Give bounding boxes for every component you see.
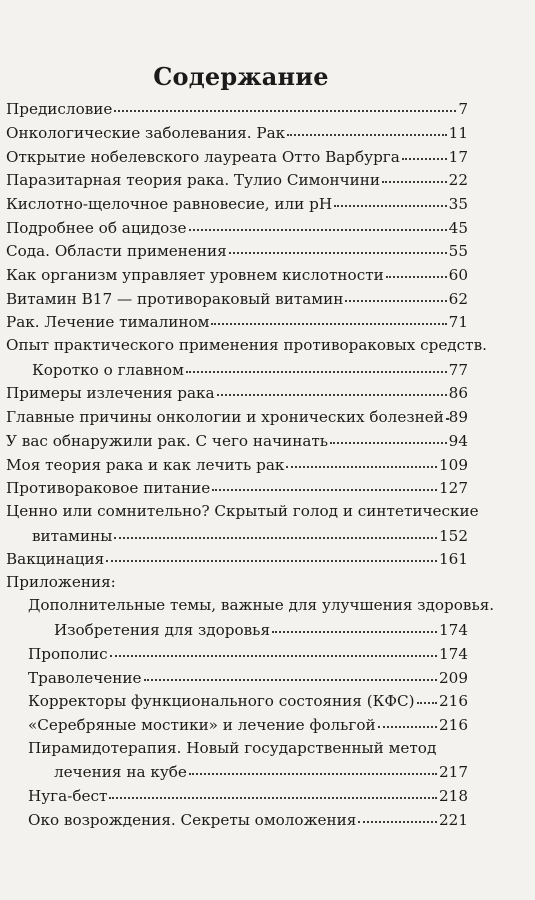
toc-page-number: 7	[458, 100, 468, 119]
toc-entry	[6, 287, 468, 311]
toc-page-number: 71	[448, 313, 468, 332]
toc-leader-dots	[211, 308, 446, 325]
toc-page-number: 209	[439, 668, 468, 687]
toc-page-number: 109	[439, 455, 468, 474]
toc-entry	[6, 594, 495, 618]
toc-entry	[6, 215, 468, 239]
toc-entry-title: Ценно или сомнительно? Скрытый голод и синтетические	[6, 501, 479, 520]
toc-entry	[6, 547, 468, 571]
toc-leader-dots	[334, 190, 447, 207]
toc-entry	[6, 239, 468, 263]
toc-entry-title: Подробнее об ацидозе	[6, 218, 187, 237]
toc-entry	[6, 500, 479, 524]
toc-entry	[6, 144, 468, 168]
toc-entry-title: Онкологические заболевания. Рак	[6, 123, 286, 142]
toc-page-number: 174	[439, 645, 468, 663]
toc-entry-title: витамины	[32, 526, 113, 545]
toc-leader-dots	[109, 782, 437, 799]
toc-leader-dots	[229, 237, 447, 254]
toc-entry	[6, 689, 468, 713]
toc-leader-dots	[272, 616, 437, 633]
toc-leader-dots	[144, 664, 438, 681]
toc-leader-dots	[446, 403, 447, 420]
toc-entry-title: Рак. Лечение тималином	[6, 313, 210, 332]
toc-entry-title: Противораковое питание	[6, 479, 211, 498]
toc-leader-dots	[186, 356, 447, 373]
toc-entry-title: Предисловие	[6, 100, 113, 119]
toc-page-number: 161	[439, 550, 468, 569]
toc-entry-title: Сода. Области применения	[6, 242, 227, 261]
toc-page-number: 174	[439, 621, 468, 640]
toc-page-number: 62	[448, 289, 468, 308]
toc-entry-title: Моя теория рака и как лечить рак	[6, 455, 285, 474]
toc-entry-title: Коротко о главном	[32, 360, 184, 379]
toc-page-number: 45	[448, 218, 468, 237]
toc-leader-dots	[417, 687, 437, 704]
toc-leader-dots	[402, 142, 447, 159]
toc-leader-dots	[386, 261, 447, 278]
toc-leader-dots	[287, 119, 447, 136]
toc-page-number: 35	[448, 194, 468, 213]
toc-leader-dots	[189, 213, 447, 230]
toc-leader-dots	[106, 545, 437, 562]
toc-entry-title: Примеры излечения рака	[6, 384, 215, 403]
toc-leader-dots	[110, 640, 437, 657]
toc-entry-title: Опыт практического применения противораковых средств.	[6, 335, 487, 354]
toc-leader-dots	[217, 379, 447, 396]
toc-page-number: 17	[448, 147, 468, 166]
toc-leader-dots	[114, 95, 456, 112]
toc-entry-title: Пирамидотерапия. Новый государственный метод	[28, 738, 437, 757]
toc-entry-title: лечения на кубе	[54, 763, 187, 782]
toc-page-number: 55	[448, 242, 468, 261]
book-page	[6, 0, 529, 900]
toc-entry	[6, 121, 468, 145]
toc-page-number: 216	[439, 692, 468, 711]
toc-entry-title: Дополнительные темы, важные для улучшения здоровья.	[28, 596, 495, 615]
toc-leader-dots	[345, 285, 446, 302]
toc-page-number: 218	[439, 787, 468, 806]
toc-leader-dots	[114, 521, 437, 538]
toc-entry-title: Прополис	[28, 645, 108, 663]
toc-entry-title: Главные причины онкологии и хронических болезней	[6, 408, 444, 427]
page-title: Содержание	[153, 62, 329, 91]
toc-entry	[6, 523, 468, 547]
toc-entry-title: Траволечение	[28, 668, 142, 687]
toc-page-number: 22	[448, 171, 468, 190]
toc-entry-title: Как организм управляет уровнем кислотности	[6, 266, 384, 284]
toc-page-number: 127	[439, 479, 468, 498]
toc-entry-title: Витамин B17 — противораковый витамин	[6, 289, 344, 308]
toc-entry-title: Паразитарная теория рака. Тулио Симончини	[6, 171, 381, 190]
toc-page-number: 11	[448, 123, 468, 142]
toc-leader-dots	[358, 806, 437, 823]
toc-page-number: 89	[448, 408, 468, 427]
toc-leader-dots	[330, 427, 447, 444]
toc-entry	[6, 808, 468, 832]
toc-entry	[6, 737, 468, 761]
toc-page-number: 86	[448, 384, 468, 403]
table-of-contents	[6, 97, 495, 831]
toc-entry	[6, 192, 468, 216]
toc-leader-dots	[378, 711, 437, 728]
toc-entry-title: «Серебряные мостики» и лечение фольгой	[28, 716, 376, 735]
toc-leader-dots	[286, 450, 437, 467]
toc-entry-title: Открытие нобелевского лауреата Отто Варбурга	[6, 147, 400, 166]
toc-entry	[6, 760, 468, 784]
toc-entry	[6, 358, 468, 382]
toc-entry-title: Око возрождения. Секреты омоложения	[28, 810, 357, 829]
toc-entry	[6, 713, 468, 737]
toc-entry	[6, 452, 468, 476]
toc-entry-title: Изобретения для здоровья	[54, 621, 271, 640]
toc-entry	[6, 571, 468, 595]
toc-entry-title: Вакцинация	[6, 550, 105, 569]
toc-entry-title: У вас обнаружили рак. С чего начинать	[6, 431, 329, 450]
toc-entry	[6, 168, 468, 192]
toc-entry	[6, 476, 468, 500]
toc-entry-title: Приложения:	[6, 572, 116, 591]
toc-page-number: 94	[448, 431, 468, 450]
toc-entry	[6, 405, 468, 429]
toc-page-number: 60	[448, 266, 468, 284]
toc-entry	[6, 642, 468, 666]
toc-entry-title: Корректоры функционального состояния (КФС)	[28, 692, 415, 711]
toc-entry	[6, 784, 468, 808]
toc-page-number: 217	[439, 763, 468, 782]
toc-entry	[6, 666, 468, 690]
toc-entry	[6, 263, 468, 287]
toc-page-number: 216	[439, 716, 468, 735]
toc-leader-dots	[189, 758, 437, 775]
toc-entry	[6, 310, 468, 334]
toc-entry	[6, 618, 468, 642]
toc-page-number: 152	[439, 526, 468, 545]
toc-leader-dots	[212, 474, 437, 491]
toc-entry	[6, 97, 468, 121]
toc-leader-dots	[382, 166, 447, 183]
toc-page-number: 221	[439, 810, 468, 829]
toc-entry-title: Нуга-бест	[28, 787, 108, 806]
toc-entry	[6, 334, 487, 358]
toc-page-number: 77	[448, 360, 468, 379]
toc-entry	[6, 429, 468, 453]
toc-entry	[6, 381, 468, 405]
toc-entry-title: Кислотно-щелочное равновесие, или pH	[6, 194, 333, 213]
